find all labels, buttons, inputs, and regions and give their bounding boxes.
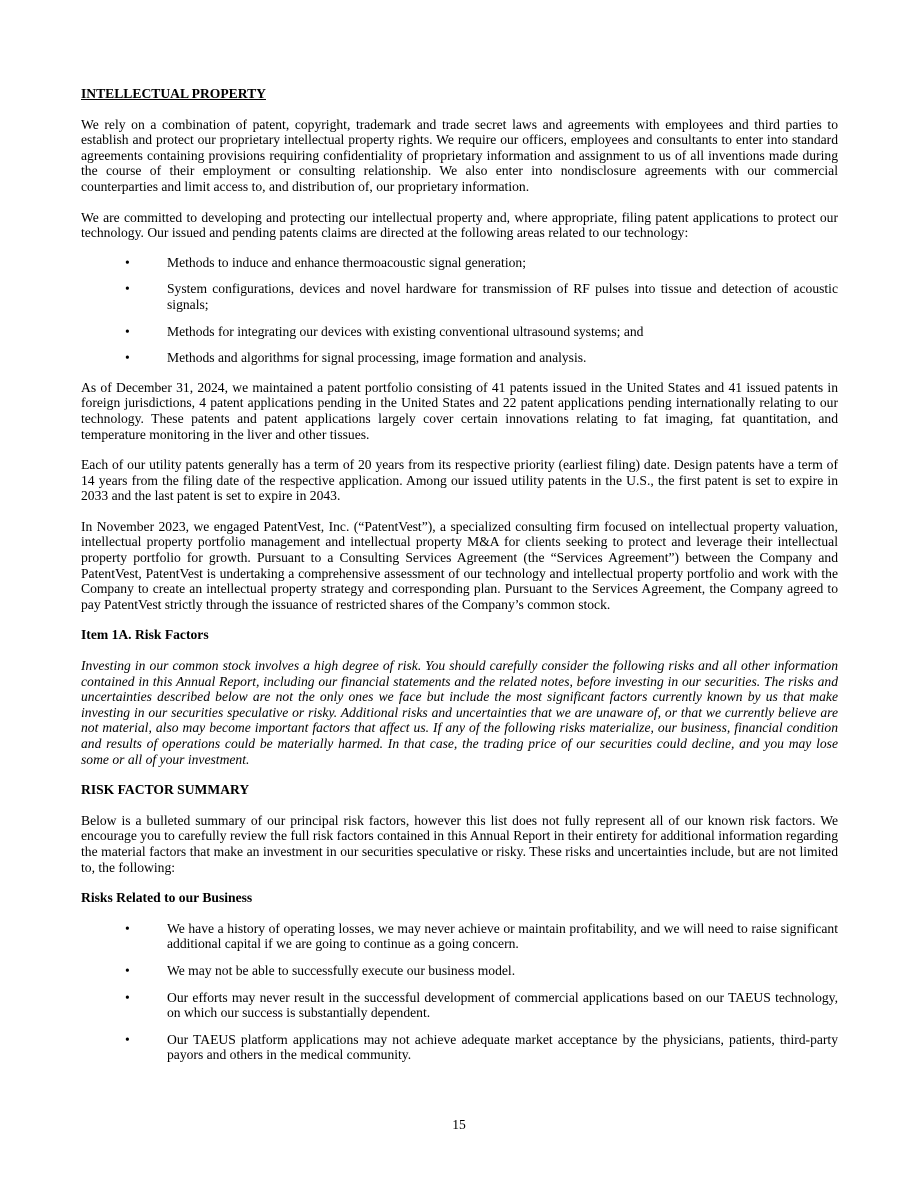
ip-paragraph-4: Each of our utility patents generally has a term of 20 years from its respective priority (earliest filing) date. Design patents have a term of 14 years from the filing date of the respective application. Among our issued utility patents in the U.S., the first patent is set to expire in 2033 and the last patent is set to expire in 2043. <box>81 457 838 504</box>
risk-factors-heading: Item 1A. Risk Factors <box>81 627 209 643</box>
bullet-icon: • <box>125 989 130 1005</box>
list-item: • Our TAEUS platform applications may not achieve adequate market acceptance by the physicians, patients, third-party payors and others in the medical community. <box>125 1031 838 1063</box>
list-item: • We have a history of operating losses, we may never achieve or maintain profitability, and we will need to raise significant additional capital if we are going to continue as a going concern. <box>125 920 838 952</box>
ip-paragraph-5: In November 2023, we engaged PatentVest, Inc. (“PatentVest”), a specialized consulting firm focused on intellectual property valuation, intellectual property portfolio management and intellectual property M&A for clients seeking to protect and leverage their intellectual property portfolio for growth. Pursuant to a Consulting Services Agreement (the “Services Agreement”) between the Company and PatentVest, PatentVest is undertaking a comprehensive assessment of our technology and intellectual property portfolio and work with the Company to create an intellectual property strategy and corresponding plan. Pursuant to the Services Agreement, the Company agreed to pay PatentVest strictly through the issuance of restricted shares of the Company’s common stock. <box>81 518 838 612</box>
bullet-icon: • <box>125 962 130 978</box>
risk-summary-paragraph: Below is a bulleted summary of our principal risk factors, however this list does not fully represent all of our known risk factors. We encourage you to carefully review the full risk factors contained in this Annual Report in their entirety for additional information regarding the material factors that make an investment in our securities speculative or risky. These risks and uncertainties include, but are not limited to, the following: <box>81 812 838 875</box>
list-item: • System configurations, devices and novel hardware for transmission of RF pulses into tissue and detection of acoustic signals; <box>125 281 838 312</box>
intellectual-property-heading: INTELLECTUAL PROPERTY <box>81 86 266 101</box>
ip-paragraph-3: As of December 31, 2024, we maintained a patent portfolio consisting of 41 patents issued in the United States and 41 issued patents in foreign jurisdictions, 4 patent applications pending in the United States and 22 patent applications pending internationally relating to our technology. These patents and patent applications largely cover certain innovations relating to fat imaging, fat quantitation, and temperature monitoring in the liver and other tissues. <box>81 379 838 442</box>
ip-paragraph-2: We are committed to developing and protecting our intellectual property and, where appropriate, filing patent applications to protect our technology. Our issued and pending patents claims are directed at the following areas related to our technology: <box>81 209 838 241</box>
risk-summary-heading: RISK FACTOR SUMMARY <box>81 782 250 798</box>
bullet-icon: • <box>125 254 130 270</box>
business-risks-heading: Risks Related to our Business <box>81 890 253 906</box>
bullet-icon: • <box>125 1031 130 1047</box>
ip-bullet-list <box>81 255 838 366</box>
risk-factors-intro: Investing in our common stock involves a high degree of risk. You should carefully consider the following risks and all other information contained in this Annual Report, including our financial statements and the related notes, before investing in our securities. The risks and uncertainties described below are not the only ones we face but include the most significant factors currently known by us that make investing in our securities speculative or risky. Additional risks and uncertainties that we are unaware of, or that we currently believe are not material, also may become important factors that affect us. If any of the following risks materialize, our business, financial condition and results of operations could be materially harmed. In that case, the trading price of our securities could decline, and you may lose some or all of your investment. <box>81 658 838 767</box>
list-item: • Our efforts may never result in the successful development of commercial applications based on our TAEUS technology, on which our success is substantially dependent. <box>125 989 838 1021</box>
bullet-icon: • <box>125 350 130 366</box>
list-item: • Methods to induce and enhance thermoacoustic signal generation; <box>125 254 526 270</box>
list-item: • Methods for integrating our devices with existing conventional ultrasound systems; and <box>125 323 644 339</box>
bullet-icon: • <box>125 920 130 936</box>
bullet-icon: • <box>125 281 130 297</box>
bullet-icon: • <box>125 323 130 339</box>
list-item: • Methods and algorithms for signal processing, image formation and analysis. <box>125 350 587 366</box>
list-item: • We may not be able to successfully execute our business model. <box>125 962 516 978</box>
ip-paragraph-1: We rely on a combination of patent, copyright, trademark and trade secret laws and agreements with employees and third parties to establish and protect our proprietary intellectual property rights. We require our officers, employees and consultants to enter into standard agreements containing provisions requiring confidentiality of proprietary information and assignment to us of all inventions made during the course of their employment or consulting relationship. We also enter into nondisclosure agreements with our commercial counterparties and limit access to, and distribution of, our proprietary information. <box>81 116 838 194</box>
page-number: 15 <box>452 1117 466 1132</box>
business-risk-bullet-list <box>81 921 838 1063</box>
